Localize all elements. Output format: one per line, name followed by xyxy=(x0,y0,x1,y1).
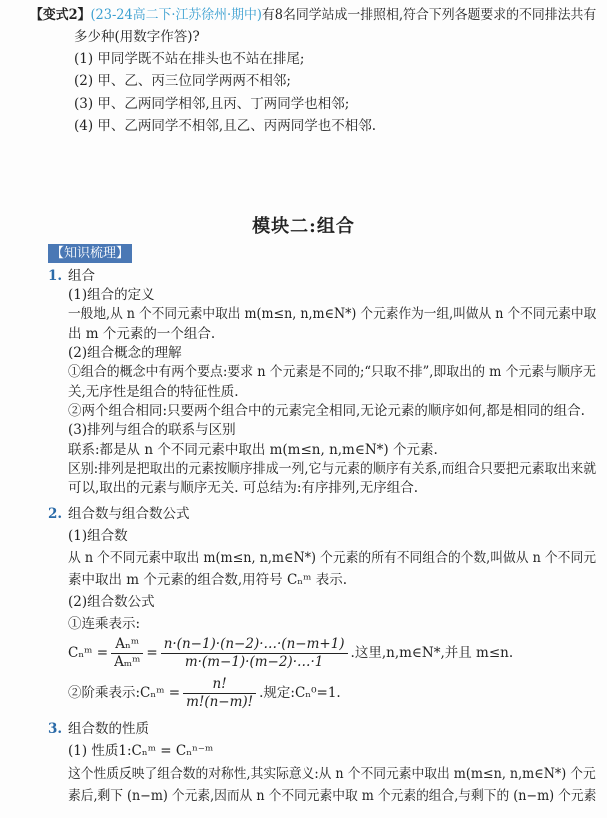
section-title: 组合数的性质 xyxy=(68,721,149,737)
formula-lhs: Cₙᵐ = xyxy=(68,645,109,661)
text-line: 联系:都是从 n 个不同元素中取出 m(m≤n, n,m∈N*) 个元素. xyxy=(68,442,438,458)
text-line: (1) 性质1:Cₙᵐ = Cₙⁿ⁻ᵐ xyxy=(68,743,214,759)
formula-multiplication xyxy=(68,635,513,671)
fraction-a xyxy=(111,636,143,671)
text-line: 素后,剩下 (n−m) 个元素,因而从 n 个不同元素中取 m 个元素的组合,与剩下的 (n−m) 个元素 xyxy=(68,788,597,804)
formula-factorial xyxy=(68,675,341,711)
fraction-factorial xyxy=(183,676,256,711)
text-line: 从 n 个不同元素中取出 m(m≤n, n,m∈N*) 个元素的所有不同组合的个数,叫做从 n 个不同元 xyxy=(68,550,596,566)
text-line: 这个性质反映了组合数的对称性,其实际意义:从 n 个不同元素中取出 m(m≤n, n,m∈N*) 个元 xyxy=(68,766,596,782)
formula-lhs: ②阶乘表示:Cₙᵐ = xyxy=(68,685,181,701)
fraction-denominator: m·(m−1)·(m−2)·…·1 xyxy=(184,654,324,670)
exercise-stem-line1 xyxy=(30,6,596,24)
fraction-numerator: n! xyxy=(183,676,256,694)
text-line: 区别:排列是把取出的元素按顺序排成一列,它与元素的顺序有关系,而组合只要把元素取出来就 xyxy=(68,461,597,477)
fraction-numerator: n·(n−1)·(n−2)·…·(n−m+1) xyxy=(161,636,348,654)
text-line: ②两个组合相同:只要两个组合中的元素完全相同,无论元素的顺序如何,都是相同的组合. xyxy=(68,403,585,419)
text-line: 一般地,从 n 个不同元素中取出 m(m≤n, n,m∈N*) 个元素作为一组,叫做从 n 个不同元素中取 xyxy=(68,306,597,322)
module-title: 模块二:组合 xyxy=(252,216,355,237)
section-number: 2. xyxy=(48,506,63,522)
exercise-item: (3) 甲、乙两同学相邻,且丙、丁两同学也相邻; xyxy=(74,96,350,112)
text-line: (2)组合概念的理解 xyxy=(68,345,182,361)
text-line: 关,无序性是组合的特征性质. xyxy=(68,384,239,400)
text-line: (3)排列与组合的联系与区别 xyxy=(68,422,236,438)
text-line: 可以,取出的元素与顺序无关. 可总结为:有序排列,无序组合. xyxy=(68,480,419,496)
exercise-stem-line2: 多少种(用数字作答)? xyxy=(74,29,200,45)
text-line: ①连乘表示: xyxy=(68,616,141,632)
fraction-denominator: m!(n−m)! xyxy=(186,694,254,710)
text-line: (2)组合数公式 xyxy=(68,594,155,610)
exercise-item: (2) 甲、乙、丙三位同学两两不相邻; xyxy=(74,73,291,89)
exercise-label: 【变式2】 xyxy=(30,7,91,23)
fraction-numerator: Aₙᵐ xyxy=(111,636,143,654)
section-title: 组合数与组合数公式 xyxy=(68,506,190,522)
knowledge-tag: 【知识梳理】 xyxy=(48,244,132,263)
section-title: 组合 xyxy=(68,268,95,284)
text-line: (1)组合数 xyxy=(68,528,128,544)
section-number: 1. xyxy=(48,268,63,284)
formula-note: .这里,n,m∈N*,并且 m≤n. xyxy=(350,645,514,661)
text-line: (1)组合的定义 xyxy=(68,287,155,303)
exercise-source: (23-24高二下·江苏徐州·期中) xyxy=(90,7,262,23)
exercise-item: (1) 甲同学既不站在排头也不站在排尾; xyxy=(74,51,305,67)
text-line: ①组合的概念中有两个要点:要求 n 个元素是不同的;“只取不排”,即取出的 m 个元素与顺序无 xyxy=(68,364,596,380)
formula-note: .规定:Cₙ⁰=1. xyxy=(259,685,341,701)
exercise-stem: 有8名同学站成一排照相,符合下列各题要求的不同排法共有 xyxy=(261,7,597,23)
section-number: 3. xyxy=(48,721,63,737)
text-line: 素中取出 m 个元素的组合数,用符号 Cₙᵐ 表示. xyxy=(68,572,347,588)
exercise-item: (4) 甲、乙两同学不相邻,且乙、丙两同学也不相邻. xyxy=(74,118,376,134)
text-line: 出 m 个元素的一个组合. xyxy=(68,326,216,342)
equals: = xyxy=(146,645,158,661)
fraction-product xyxy=(161,636,348,671)
fraction-denominator: Aₘᵐ xyxy=(114,654,141,670)
